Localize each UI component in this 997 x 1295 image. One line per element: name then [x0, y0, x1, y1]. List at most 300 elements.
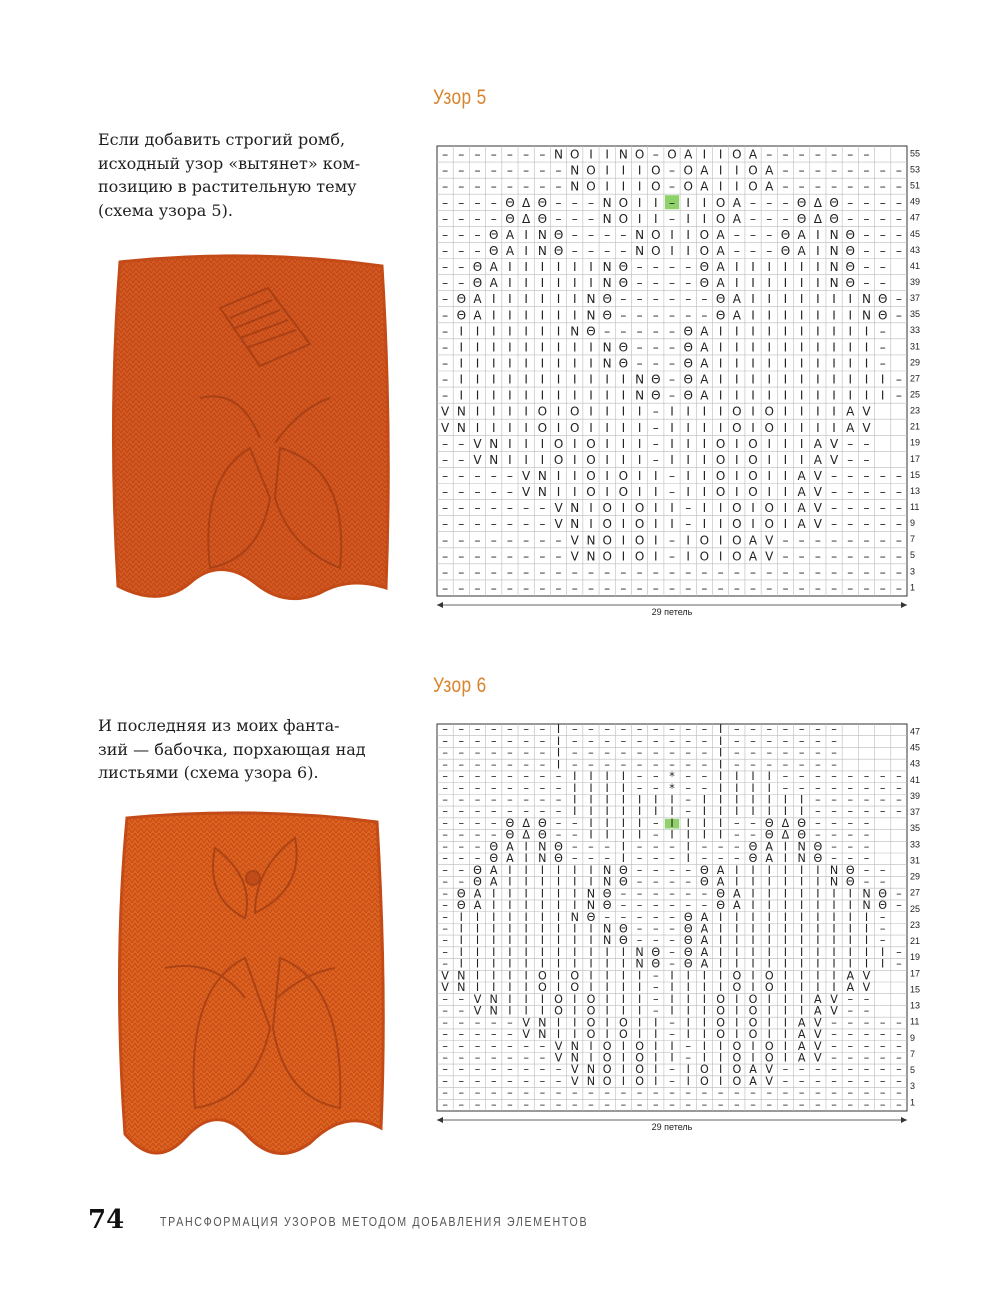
stitch-symbol: –	[652, 340, 659, 355]
stitch-symbol: –	[539, 770, 546, 784]
stitch-symbol: –	[474, 227, 481, 242]
stitch-symbol: I	[654, 1051, 658, 1065]
stitch-symbol: I	[816, 875, 820, 889]
stitch-symbol: I	[573, 945, 577, 959]
stitch-symbol: –	[458, 770, 465, 784]
stitch-symbol: Θ	[715, 308, 726, 323]
stitch-symbol: I	[767, 793, 771, 807]
row-number-label: 13	[910, 485, 921, 496]
stitch-symbol: –	[669, 1086, 675, 1100]
stitch-symbol: –	[442, 816, 448, 830]
stitch-symbol: –	[442, 992, 448, 1006]
row-number-label: 17	[910, 453, 921, 464]
stitch-symbol: –	[539, 1063, 546, 1077]
stitch-symbol: I	[702, 468, 707, 483]
stitch-symbol: I	[524, 957, 528, 971]
stitch-symbol: –	[879, 922, 886, 936]
stitch-symbol: I	[735, 1028, 739, 1042]
stitch-symbol: I	[508, 863, 512, 877]
stitch-symbol: –	[442, 549, 449, 564]
stitch-symbol: –	[750, 565, 757, 580]
stitch-symbol: A	[700, 340, 709, 355]
stitch-symbol: I	[637, 969, 642, 983]
stitch-symbol: N	[635, 372, 645, 387]
stitch-symbol: I	[767, 452, 772, 467]
stitch-symbol: –	[782, 195, 789, 210]
stitch-symbol: –	[442, 887, 448, 901]
stitch-symbol: I	[654, 1016, 658, 1030]
stitch-symbol: I	[718, 828, 723, 842]
stitch-symbol: I	[605, 452, 609, 467]
stitch-symbol: –	[766, 227, 773, 242]
stitch-symbol: I	[621, 969, 626, 983]
stitch-symbol: –	[539, 758, 546, 772]
stitch-symbol: –	[490, 468, 497, 483]
stitch-symbol: I	[605, 1004, 609, 1018]
stitch-symbol: –	[604, 910, 610, 924]
stitch-symbol: –	[701, 852, 708, 866]
stitch-symbol: I	[783, 957, 788, 971]
stitch-symbol: –	[490, 501, 497, 516]
row-number-label: 35	[910, 309, 921, 320]
stitch-symbol: –	[831, 485, 838, 500]
stitch-symbol: I	[670, 805, 674, 819]
stitch-symbol: Θ	[618, 340, 629, 355]
stitch-symbol: –	[814, 549, 821, 564]
stitch-symbol: –	[701, 1098, 708, 1112]
stitch-symbol: Θ	[829, 195, 839, 210]
stitch-symbol: –	[798, 1063, 805, 1077]
stitch-symbol: O	[570, 147, 580, 162]
stitch-symbol: A	[797, 227, 806, 242]
row-number-label: 45	[910, 742, 921, 753]
stitch-symbol: I	[767, 957, 771, 971]
stitch-symbol: V	[862, 981, 871, 995]
stitch-symbol: I	[816, 276, 820, 291]
stitch-symbol: Θ	[505, 211, 515, 226]
stitch-symbol: V	[765, 533, 774, 548]
stitch-symbol: –	[863, 828, 870, 842]
stitch-symbol: –	[831, 468, 838, 483]
stitch-symbol: –	[604, 840, 610, 854]
stitch-symbol: –	[442, 1086, 448, 1100]
stitch-symbol: –	[863, 147, 870, 162]
stitch-symbol: I	[832, 308, 836, 323]
stitch-symbol: –	[896, 781, 902, 795]
stitch-symbol: A	[814, 1004, 822, 1018]
stitch-symbol: –	[490, 581, 497, 596]
stitch-symbol: Θ	[456, 899, 466, 913]
stitch-symbol: I	[621, 517, 626, 532]
stitch-symbol: I	[864, 372, 869, 387]
stitch-symbol: –	[701, 887, 708, 901]
stitch-symbol: –	[652, 565, 659, 580]
stitch-symbol: I	[475, 922, 480, 936]
stitch-symbol: Θ	[683, 957, 693, 971]
stitch-symbol: –	[474, 179, 481, 194]
stitch-symbol: I	[621, 420, 626, 435]
stitch-symbol: I	[508, 899, 512, 913]
stitch-symbol: N	[537, 485, 547, 500]
stitch-symbol: N	[602, 211, 612, 226]
stitch-symbol: I	[735, 957, 739, 971]
stitch-symbol: –	[474, 1098, 481, 1112]
stitch-symbol: O	[715, 452, 726, 467]
stitch-symbol: –	[588, 758, 594, 772]
stitch-symbol: –	[571, 828, 578, 842]
stitch-symbol: I	[800, 887, 804, 901]
stitch-symbol: Θ	[489, 852, 499, 866]
stitch-symbol: I	[492, 969, 496, 983]
stitch-symbol: –	[507, 723, 513, 737]
stitch-symbol: –	[652, 581, 659, 596]
stitch-symbol: –	[815, 734, 821, 748]
stitch-symbol: O	[635, 1074, 644, 1088]
stitch-symbol: I	[556, 922, 561, 936]
stitch-symbol: I	[800, 899, 804, 913]
stitch-symbol: –	[750, 1098, 756, 1112]
stitch-symbol: –	[490, 211, 497, 226]
stitch-symbol: –	[831, 840, 837, 854]
stitch-symbol: I	[767, 781, 771, 795]
stitch-symbol: –	[847, 517, 854, 532]
stitch-symbol: –	[506, 581, 513, 596]
stitch-symbol: I	[751, 260, 755, 275]
stitch-symbol: Θ	[618, 276, 629, 291]
stitch-symbol: Θ	[505, 195, 515, 210]
pattern-5-title: Узор 5	[433, 86, 487, 109]
stitch-symbol: I	[589, 420, 593, 435]
stitch-symbol: –	[474, 243, 481, 258]
stitch-symbol: I	[556, 324, 561, 339]
stitch-symbol: –	[734, 1098, 740, 1112]
stitch-symbol: –	[571, 243, 578, 258]
stitch-symbol: I	[686, 436, 690, 451]
stitch-symbol: –	[814, 565, 821, 580]
stitch-symbol: Θ	[845, 276, 856, 291]
stitch-symbol: –	[458, 734, 465, 748]
stitch-symbol: N	[456, 404, 466, 419]
stitch-symbol: O	[586, 992, 596, 1006]
stitch-symbol: I	[799, 388, 804, 403]
stitch-symbol: Θ	[651, 372, 661, 387]
stitch-symbol: O	[586, 163, 596, 178]
stitch-symbol: –	[863, 1086, 870, 1100]
stitch-symbol: –	[685, 734, 691, 748]
stitch-symbol: I	[475, 404, 480, 419]
stitch-symbol: –	[863, 852, 870, 866]
stitch-symbol: –	[734, 840, 740, 854]
stitch-symbol: I	[832, 922, 836, 936]
stitch-symbol: I	[800, 875, 804, 889]
stitch-symbol: I	[556, 981, 561, 995]
stitch-symbol: I	[816, 308, 820, 323]
stitch-symbol: A	[797, 1051, 806, 1065]
chart-stitch-count: 29 петель	[651, 607, 693, 617]
stitch-symbol: I	[540, 910, 544, 924]
stitch-symbol: N	[829, 260, 839, 275]
stitch-symbol: V	[862, 969, 871, 983]
stitch-symbol: I	[605, 468, 609, 483]
stitch-symbol: I	[735, 770, 739, 784]
stitch-symbol: I	[702, 816, 707, 830]
stitch-symbol: I	[767, 899, 771, 913]
stitch-symbol: I	[799, 276, 804, 291]
stitch-symbol: –	[863, 179, 870, 194]
stitch-symbol: I	[735, 436, 739, 451]
stitch-symbol: –	[555, 1063, 562, 1077]
stitch-symbol: I	[767, 992, 771, 1006]
stitch-symbol: I	[767, 863, 771, 877]
stitch-symbol: –	[669, 276, 675, 291]
stitch-symbol: –	[815, 805, 821, 819]
stitch-symbol: I	[573, 922, 577, 936]
stitch-symbol: –	[571, 852, 578, 866]
stitch-symbol: –	[782, 746, 789, 760]
stitch-symbol: –	[798, 565, 805, 580]
stitch-symbol: I	[637, 485, 642, 500]
stitch-symbol: –	[669, 934, 675, 948]
stitch-symbol: –	[895, 533, 902, 548]
stitch-symbol: V	[440, 420, 450, 435]
row-number-label: 31	[910, 341, 921, 352]
stitch-symbol: –	[766, 734, 773, 748]
stitch-symbol: I	[800, 969, 804, 983]
stitch-symbol: I	[637, 404, 642, 419]
stitch-symbol: I	[800, 1004, 804, 1018]
stitch-symbol: –	[458, 875, 465, 889]
stitch-symbol: I	[524, 969, 528, 983]
stitch-symbol: I	[508, 436, 512, 451]
stitch-symbol: O	[748, 163, 758, 178]
stitch-symbol: I	[621, 388, 626, 403]
stitch-symbol: –	[604, 243, 611, 258]
stitch-symbol: Θ	[553, 243, 564, 258]
stitch-symbol: –	[636, 852, 643, 866]
stitch-symbol: N	[635, 388, 645, 403]
stitch-symbol: –	[653, 910, 659, 924]
stitch-symbol: –	[474, 468, 481, 483]
stitch-symbol: Θ	[602, 899, 612, 913]
stitch-symbol: –	[734, 1086, 740, 1100]
stitch-symbol: I	[475, 945, 480, 959]
stitch-symbol: –	[685, 1098, 691, 1112]
stitch-symbol: I	[556, 734, 561, 748]
stitch-symbol: –	[604, 758, 610, 772]
stitch-symbol: O	[570, 981, 580, 995]
pattern-5-description: Если добавить строгий ромб, исходный узор «вытянет» ком- позицию в растительную тему (схема узора 5).	[98, 130, 361, 220]
stitch-symbol: –	[863, 816, 870, 830]
stitch-symbol: –	[539, 793, 546, 807]
stitch-symbol: –	[717, 852, 724, 866]
stitch-symbol: I	[637, 793, 642, 807]
stitch-symbol: –	[474, 147, 481, 162]
stitch-symbol: –	[685, 758, 691, 772]
stitch-symbol: –	[685, 770, 691, 784]
stitch-symbol: V	[473, 436, 482, 451]
stitch-symbol: I	[783, 340, 788, 355]
stitch-symbol: O	[537, 969, 547, 983]
stitch-symbol: I	[702, 1004, 707, 1018]
stitch-symbol: I	[848, 934, 852, 948]
stitch-symbol: I	[621, 992, 626, 1006]
stitch-symbol: I	[556, 899, 561, 913]
stitch-symbol: A	[765, 163, 774, 178]
stitch-symbol: –	[490, 549, 497, 564]
stitch-symbol: –	[701, 746, 708, 760]
row-number-label: 15	[910, 469, 921, 480]
stitch-symbol: –	[604, 581, 611, 596]
stitch-symbol: –	[474, 1086, 481, 1100]
stitch-symbol: I	[783, 992, 788, 1006]
stitch-symbol: –	[734, 723, 740, 737]
stitch-symbol: I	[702, 805, 707, 819]
stitch-symbol: –	[669, 1016, 675, 1030]
stitch-symbol: I	[670, 243, 674, 258]
stitch-symbol: –	[458, 1016, 465, 1030]
stitch-symbol: I	[718, 1039, 723, 1053]
stitch-symbol: Δ	[813, 195, 822, 210]
stitch-symbol: Θ	[699, 260, 710, 275]
stitch-symbol: –	[539, 1074, 546, 1088]
stitch-symbol: –	[895, 243, 902, 258]
stitch-symbol: –	[555, 195, 562, 210]
stitch-symbol: –	[587, 211, 594, 226]
stitch-symbol: I	[540, 324, 545, 339]
stitch-symbol: O	[570, 404, 580, 419]
stitch-symbol: O	[764, 501, 774, 516]
stitch-symbol: Θ	[683, 910, 693, 924]
stitch-symbol: V	[570, 1074, 579, 1088]
stitch-symbol: I	[751, 805, 755, 819]
stitch-symbol: I	[881, 945, 885, 959]
stitch-symbol: Θ	[845, 875, 855, 889]
stitch-symbol: I	[573, 887, 577, 901]
stitch-symbol: I	[459, 957, 463, 971]
stitch-symbol: Θ	[700, 863, 709, 877]
stitch-symbol: Θ	[845, 243, 856, 258]
stitch-symbol: Θ	[878, 887, 888, 901]
stitch-symbol: –	[442, 945, 448, 959]
stitch-symbol: –	[636, 770, 643, 784]
stitch-symbol: –	[847, 992, 854, 1006]
stitch-symbol: I	[816, 243, 820, 258]
stitch-symbol: V	[473, 1004, 482, 1018]
stitch-symbol: I	[637, 195, 642, 210]
stitch-symbol: A	[700, 163, 709, 178]
stitch-symbol: I	[621, 549, 626, 564]
stitch-symbol: O	[602, 517, 612, 532]
stitch-symbol: –	[879, 324, 886, 339]
stitch-symbol: I	[816, 899, 820, 913]
row-number-label: 37	[910, 293, 921, 304]
stitch-symbol: A	[506, 852, 514, 866]
stitch-symbol: I	[686, 1074, 690, 1088]
stitch-symbol: –	[831, 533, 838, 548]
stitch-symbol: –	[490, 533, 497, 548]
stitch-symbol: I	[783, 1051, 788, 1065]
stitch-symbol: I	[524, 945, 528, 959]
stitch-symbol: N	[489, 1004, 498, 1018]
stitch-symbol: I	[848, 372, 853, 387]
stitch-symbol: I	[573, 1016, 577, 1030]
stitch-symbol: I	[459, 945, 463, 959]
stitch-symbol: –	[620, 734, 627, 748]
stitch-symbol: –	[636, 910, 643, 924]
stitch-symbol: I	[475, 372, 480, 387]
stitch-symbol: O	[764, 1051, 774, 1065]
stitch-symbol: O	[748, 1004, 758, 1018]
stitch-symbol: A	[797, 501, 806, 516]
stitch-symbol: I	[767, 770, 771, 784]
stitch-symbol: –	[863, 793, 870, 807]
stitch-symbol: I	[508, 945, 512, 959]
stitch-symbol: I	[864, 324, 869, 339]
page-number: 74	[88, 1205, 125, 1235]
stitch-symbol: –	[831, 1074, 837, 1088]
stitch-symbol: –	[458, 260, 465, 275]
stitch-symbol: I	[751, 340, 755, 355]
stitch-symbol: I	[556, 863, 561, 877]
stitch-symbol: –	[669, 746, 675, 760]
stitch-symbol: –	[847, 816, 854, 830]
stitch-symbol: N	[538, 1016, 547, 1030]
stitch-symbol: I	[718, 324, 723, 339]
stitch-symbol: –	[620, 292, 627, 307]
stitch-symbol: I	[572, 260, 577, 275]
stitch-symbol: I	[637, 1016, 642, 1030]
stitch-symbol: –	[733, 565, 740, 580]
stitch-symbol: –	[490, 163, 497, 178]
stitch-symbol: –	[474, 1028, 481, 1042]
stitch-symbol: N	[602, 356, 612, 371]
stitch-symbol: I	[621, 436, 626, 451]
stitch-symbol: A	[700, 910, 709, 924]
stitch-symbol: Θ	[829, 211, 839, 226]
stitch-symbol: I	[637, 211, 642, 226]
stitch-symbol: I	[573, 875, 577, 889]
stitch-symbol: –	[896, 887, 902, 901]
stitch-symbol: –	[750, 581, 757, 596]
stitch-symbol: –	[620, 227, 627, 242]
stitch-symbol: I	[508, 260, 512, 275]
stitch-symbol: –	[587, 195, 594, 210]
stitch-symbol: –	[539, 746, 546, 760]
stitch-symbol: –	[879, 533, 886, 548]
stitch-symbol: –	[896, 1028, 902, 1042]
stitch-symbol: –	[685, 565, 692, 580]
stitch-symbol: I	[783, 388, 788, 403]
stitch-symbol: N	[829, 276, 839, 291]
stitch-symbol: I	[573, 793, 577, 807]
stitch-symbol: –	[669, 565, 675, 580]
stitch-symbol: –	[490, 1028, 497, 1042]
stitch-symbol: I	[686, 828, 690, 842]
stitch-symbol: A	[700, 179, 709, 194]
stitch-symbol: V	[813, 517, 822, 532]
stitch-symbol: –	[896, 1063, 902, 1077]
stitch-symbol: –	[863, 517, 870, 532]
stitch-symbol: A	[732, 211, 741, 226]
stitch-symbol: I	[718, 404, 723, 419]
stitch-symbol: A	[749, 1063, 757, 1077]
stitch-symbol: I	[783, 922, 788, 936]
stitch-symbol: –	[442, 770, 448, 784]
stitch-symbol: –	[863, 195, 870, 210]
row-number-label: 47	[910, 212, 921, 223]
stitch-symbol: –	[555, 549, 562, 564]
stitch-symbol: O	[634, 147, 645, 162]
